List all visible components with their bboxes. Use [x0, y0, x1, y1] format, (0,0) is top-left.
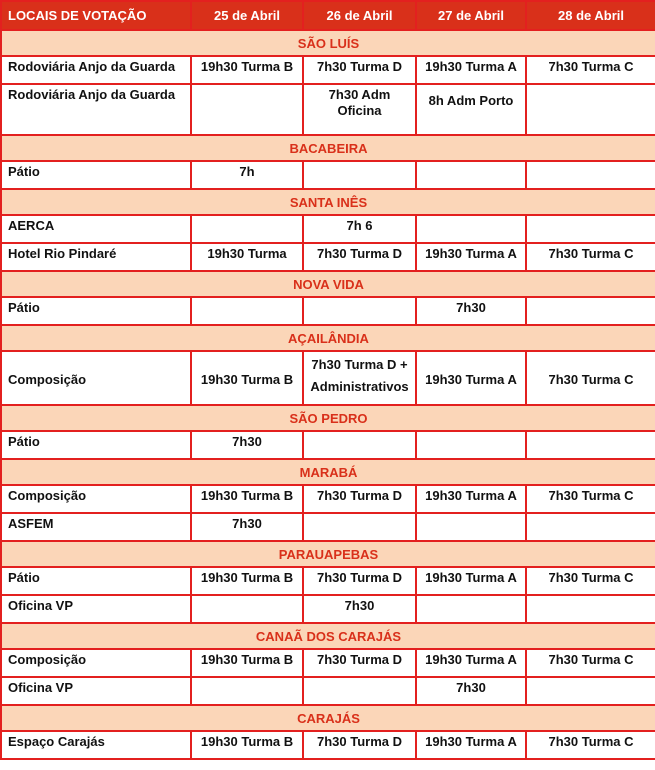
- schedule-cell: 19h30 Turma B: [191, 56, 303, 84]
- schedule-cell: 19h30 Turma B: [191, 731, 303, 759]
- schedule-cell: [526, 513, 655, 541]
- schedule-cell: [416, 513, 526, 541]
- table-row: [1, 56, 655, 84]
- schedule-cell: 7h30: [416, 297, 526, 325]
- schedule-cell: 19h30 Turma A: [416, 567, 526, 595]
- schedule-cell: 19h30 Turma B: [191, 649, 303, 677]
- schedule-cell: [416, 595, 526, 623]
- location-cell: Espaço Carajás: [1, 731, 191, 759]
- schedule-cell: 19h30 Turma A: [416, 649, 526, 677]
- schedule-cell: 19h30 Turma A: [416, 731, 526, 759]
- schedule-cell: [526, 431, 655, 459]
- schedule-cell: [526, 297, 655, 325]
- location-cell: Pátio: [1, 567, 191, 595]
- schedule-cell: 7h30 Turma D: [303, 567, 416, 595]
- location-cell: Pátio: [1, 161, 191, 189]
- header-row: [1, 1, 655, 30]
- schedule-cell: 19h30 Turma: [191, 243, 303, 271]
- schedule-cell: 7h30: [191, 513, 303, 541]
- schedule-cell: 7h30 Turma D: [303, 243, 416, 271]
- schedule-cell: [191, 84, 303, 135]
- section-title: CANAÃ DOS CARAJÁS: [1, 623, 655, 649]
- table-row: [1, 161, 655, 189]
- section-title: PARAUAPEBAS: [1, 541, 655, 567]
- header-date: 27 de Abril: [416, 1, 526, 30]
- header-date: 26 de Abril: [303, 1, 416, 30]
- schedule-cell: 7h30 Turma D: [303, 485, 416, 513]
- location-cell: Oficina VP: [1, 595, 191, 623]
- schedule-cell: [303, 351, 416, 405]
- schedule-line: 7h30 Turma D +: [311, 357, 408, 372]
- schedule-cell: 7h30 Turma C: [526, 485, 655, 513]
- section-title: NOVA VIDA: [1, 271, 655, 297]
- schedule-cell: [303, 161, 416, 189]
- schedule-cell: 19h30 Turma A: [416, 243, 526, 271]
- schedule-cell: 7h30 Turma C: [526, 56, 655, 84]
- table-row: [1, 567, 655, 595]
- schedule-cell: 7h30: [303, 595, 416, 623]
- schedule-cell: [303, 513, 416, 541]
- section-row: [1, 30, 655, 56]
- schedule-line: Oficina: [337, 103, 382, 118]
- section-title: SANTA INÊS: [1, 189, 655, 215]
- schedule-cell: 7h30 Turma D: [303, 731, 416, 759]
- section-row: [1, 325, 655, 351]
- location-cell: Hotel Rio Pindaré: [1, 243, 191, 271]
- schedule-cell: 7h30 Turma C: [526, 567, 655, 595]
- schedule-cell: 19h30 Turma B: [191, 485, 303, 513]
- schedule-cell: 19h30 Turma A: [416, 485, 526, 513]
- schedule-cell: [416, 161, 526, 189]
- table-row: [1, 431, 655, 459]
- table-row: [1, 84, 655, 135]
- schedule-cell: 7h: [191, 161, 303, 189]
- location-cell: Composição: [1, 485, 191, 513]
- schedule-cell: 7h30: [191, 431, 303, 459]
- section-row: [1, 271, 655, 297]
- section-title: SÃO PEDRO: [1, 405, 655, 431]
- section-title: CARAJÁS: [1, 705, 655, 731]
- table-row: [1, 731, 655, 759]
- header-date: 25 de Abril: [191, 1, 303, 30]
- schedule-cell: [303, 297, 416, 325]
- table-row: [1, 243, 655, 271]
- schedule-line: 7h30 Adm: [328, 87, 391, 102]
- section-title: MARABÁ: [1, 459, 655, 485]
- schedule-cell: [191, 297, 303, 325]
- table-row: [1, 649, 655, 677]
- table-row: [1, 595, 655, 623]
- section-row: [1, 135, 655, 161]
- schedule-cell: 7h30 Turma C: [526, 731, 655, 759]
- section-title: AÇAILÂNDIA: [1, 325, 655, 351]
- schedule-line: Administrativos: [310, 379, 409, 394]
- table-row: [1, 513, 655, 541]
- section-row: [1, 459, 655, 485]
- schedule-cell: [191, 215, 303, 243]
- schedule-cell: [416, 431, 526, 459]
- location-cell: Composição: [1, 649, 191, 677]
- schedule-cell: [526, 215, 655, 243]
- schedule-cell: 19h30 Turma A: [416, 351, 526, 405]
- schedule-cell: 7h30 Turma C: [526, 243, 655, 271]
- section-title: SÃO LUÍS: [1, 30, 655, 56]
- schedule-cell: 7h30 Turma D: [303, 649, 416, 677]
- schedule-cell: [416, 215, 526, 243]
- schedule-cell: 19h30 Turma A: [416, 56, 526, 84]
- section-row: [1, 189, 655, 215]
- schedule-cell: [303, 431, 416, 459]
- location-cell: Oficina VP: [1, 677, 191, 705]
- location-cell: Pátio: [1, 431, 191, 459]
- location-cell: Pátio: [1, 297, 191, 325]
- header-locations: LOCAIS DE VOTAÇÃO: [1, 1, 191, 30]
- location-cell: Rodoviária Anjo da Guarda: [1, 56, 191, 84]
- schedule-cell: 19h30 Turma B: [191, 567, 303, 595]
- schedule-cell: [526, 677, 655, 705]
- schedule-cell: [303, 84, 416, 135]
- header-date: 28 de Abril: [526, 1, 655, 30]
- location-cell: ASFEM: [1, 513, 191, 541]
- schedule-cell: 7h30: [416, 677, 526, 705]
- schedule-cell: [526, 161, 655, 189]
- section-row: [1, 705, 655, 731]
- table-row: [1, 297, 655, 325]
- section-row: [1, 623, 655, 649]
- section-row: [1, 541, 655, 567]
- table-row: [1, 485, 655, 513]
- schedule-cell: [526, 595, 655, 623]
- schedule-cell: 7h30 Turma C: [526, 351, 655, 405]
- schedule-cell: 7h30 Turma C: [526, 649, 655, 677]
- location-cell: AERCA: [1, 215, 191, 243]
- schedule-cell: 19h30 Turma B: [191, 351, 303, 405]
- schedule-cell: 7h 6: [303, 215, 416, 243]
- section-row: [1, 405, 655, 431]
- table-row: [1, 351, 655, 405]
- schedule-cell: [526, 84, 655, 135]
- schedule-cell: [191, 677, 303, 705]
- schedule-cell: [191, 595, 303, 623]
- table-row: [1, 215, 655, 243]
- schedule-cell: 8h Adm Porto: [416, 84, 526, 135]
- section-title: BACABEIRA: [1, 135, 655, 161]
- schedule-cell: 7h30 Turma D: [303, 56, 416, 84]
- schedule-cell: [303, 677, 416, 705]
- table-row: [1, 677, 655, 705]
- location-cell: Rodoviária Anjo da Guarda: [1, 84, 191, 135]
- location-cell: Composição: [1, 351, 191, 405]
